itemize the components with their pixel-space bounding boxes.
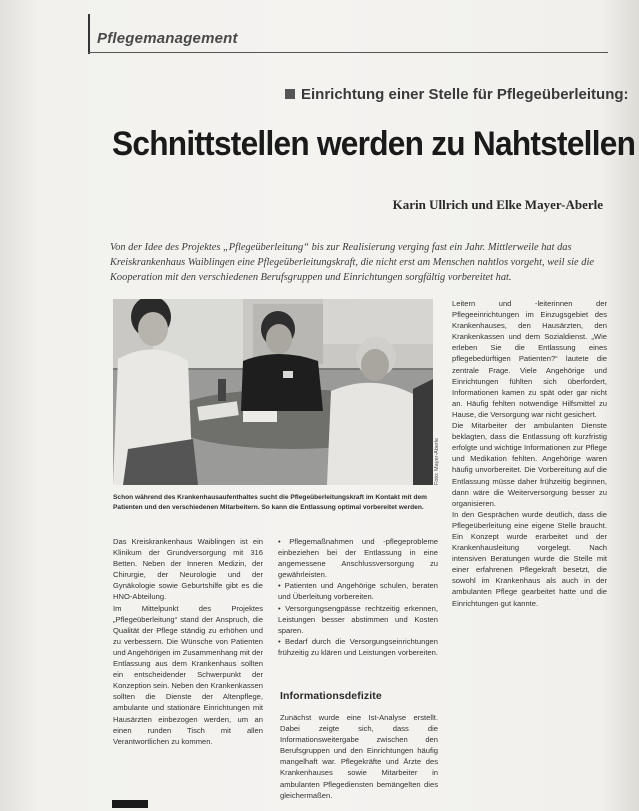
body-column-right: Leitern und -leiterinnen der Pflegeeinrichtungen im Einzugsgebiet des Krankenhauses, den Hausärzten, den Krankenkassen und dem Sozialdienst. „Wie erleben Sie die Entlassung eines pflegebedürftigen Patienten?“ lautete die zentrale Frage. Viele Angehörige und Einrichtungen fühlten sich überfordert, Informationen kamen zu spät oder gar nicht an. Häufig fehlten notwendige Hilfsmittel zu Hause, die Versorgung war nicht gesichert. Die Mitarbeiter der ambulanten Dienste beklagten, dass die Entlassung oft kurzfristig erfolgte und wichtige Informationen zur Pflege und Medikation fehlten. Angehörige waren häufig unvorbereitet. Die Vorbereitung auf die Entlassung müsse daher frühzeitig beginnen, dann wäre die Weiterversorgung besser zu organisieren. In den Gesprächen wurde deutlich, dass die Pflegeüberleitung eine eigene Stelle braucht. Ein Konzept wurde erarbeitet und der Krankenhausleitung vorgelegt. Nach intensiven Beratungen wurde die Stelle mit einer erfahrenen Pflegekraft besetzt, die sowohl im Krankenhaus als auch in der ambulanten Pflege gearbeitet hatte und die Einrichtungen gut kannte. [452, 299, 607, 608]
intro-paragraph: Von der Idee des Projektes „Pflegeüberleitung“ bis zur Realisierung verging fast ein Jahr. Mittlerweile hat das Kreiskrankenhaus Waiblingen eine Pflegeüberleitungskraft, die nicht erst am Menschen nahtlos vorgeht, weil sie die Kooperation mit den verschiedenen Berufsgruppen und Einrichtungen sorgfältig vorbereitet hat. [110, 242, 594, 283]
header-divider [88, 52, 608, 53]
authors: Karin Ullrich und Elke Mayer-Aberle [392, 197, 603, 212]
body-column-left: Das Kreiskrankenhaus Waiblingen ist ein Klinikum der Grundversorgung mit 316 Betten. Neben der Inneren Medizin, der Chirurgie, der Neurologie und der Gynäkologie sowie Geburtshilfe gibt es die HNO-Abteilung. Im Mittelpunkt des Projektes „Pflegeüberleitung“ stand der Anspruch, die Qualität der Pflege ständig zu erhöhen und zu verbessern. Die Wünsche von Patienten und Angehörigen im Zusammenhang mit der Entlassung aus dem Krankenhaus sollten ein entscheidender Schwerpunkt der Konzeption sein. Neben den Krankenkassen sollten die Dienste der Altenpflege, ambulante und stationäre Einrichtungen mit Hausärzten einbezogen werden, um an einen runden Tisch mit allen Verantwortlichen zu kommen. [113, 537, 263, 746]
photo-caption: Schon während des Krankenhausaufenthaltes sucht die Pflegeüberleitungskraft im Kontakt mit dem Patienten und den verschiedenen Mitarbeitern. So kann die Entlassung optimal vorbereitet werden. [113, 494, 427, 511]
photo-illustration [113, 299, 433, 485]
subheading: Informationsdefizite [280, 690, 382, 702]
section-label: Pflegemanagement [97, 30, 238, 47]
page-number-mark [112, 800, 148, 808]
square-bullet-icon [285, 89, 295, 99]
body-column-middle-list: • Pflegemaßnahmen und -pflegeprobleme einbeziehen bei der Entlassung in eine angemessene Anschlussversorgung zu gewährleisten. • Patienten und Angehörige schulen, beraten und Überleitung vorbereiten. • Versorgungsengpässe rechtzeitig erkennen, Leistungen besser abstimmen und Kosten sparen. • Bedarf durch die Versorgungseinrichtungen frühzeitig zu klären und Leistungen vorbereiten. [278, 537, 438, 657]
headline: Schnittstellen werden zu Nahtstellen [112, 125, 636, 163]
kicker-text: Einrichtung einer Stelle für Pflegeüberleitung: [301, 86, 629, 103]
kicker [285, 86, 629, 103]
section-rule [88, 14, 90, 54]
article-photo [113, 299, 433, 485]
photo-credit: Foto: Mayer-Aberle [434, 437, 440, 485]
body-column-middle-lower: Zunächst wurde eine Ist-Analyse erstellt. Dabei zeigte sich, dass die Informationsweitergabe zwischen den Berufsgruppen und den Einrichtungen häufig mangelhaft war. Pflegekräfte und Ärzte des Krankenhauses sowie Mitarbeiter in ambulanten Pflegediensten bemängelten dies gleichermaßen. [280, 713, 438, 800]
